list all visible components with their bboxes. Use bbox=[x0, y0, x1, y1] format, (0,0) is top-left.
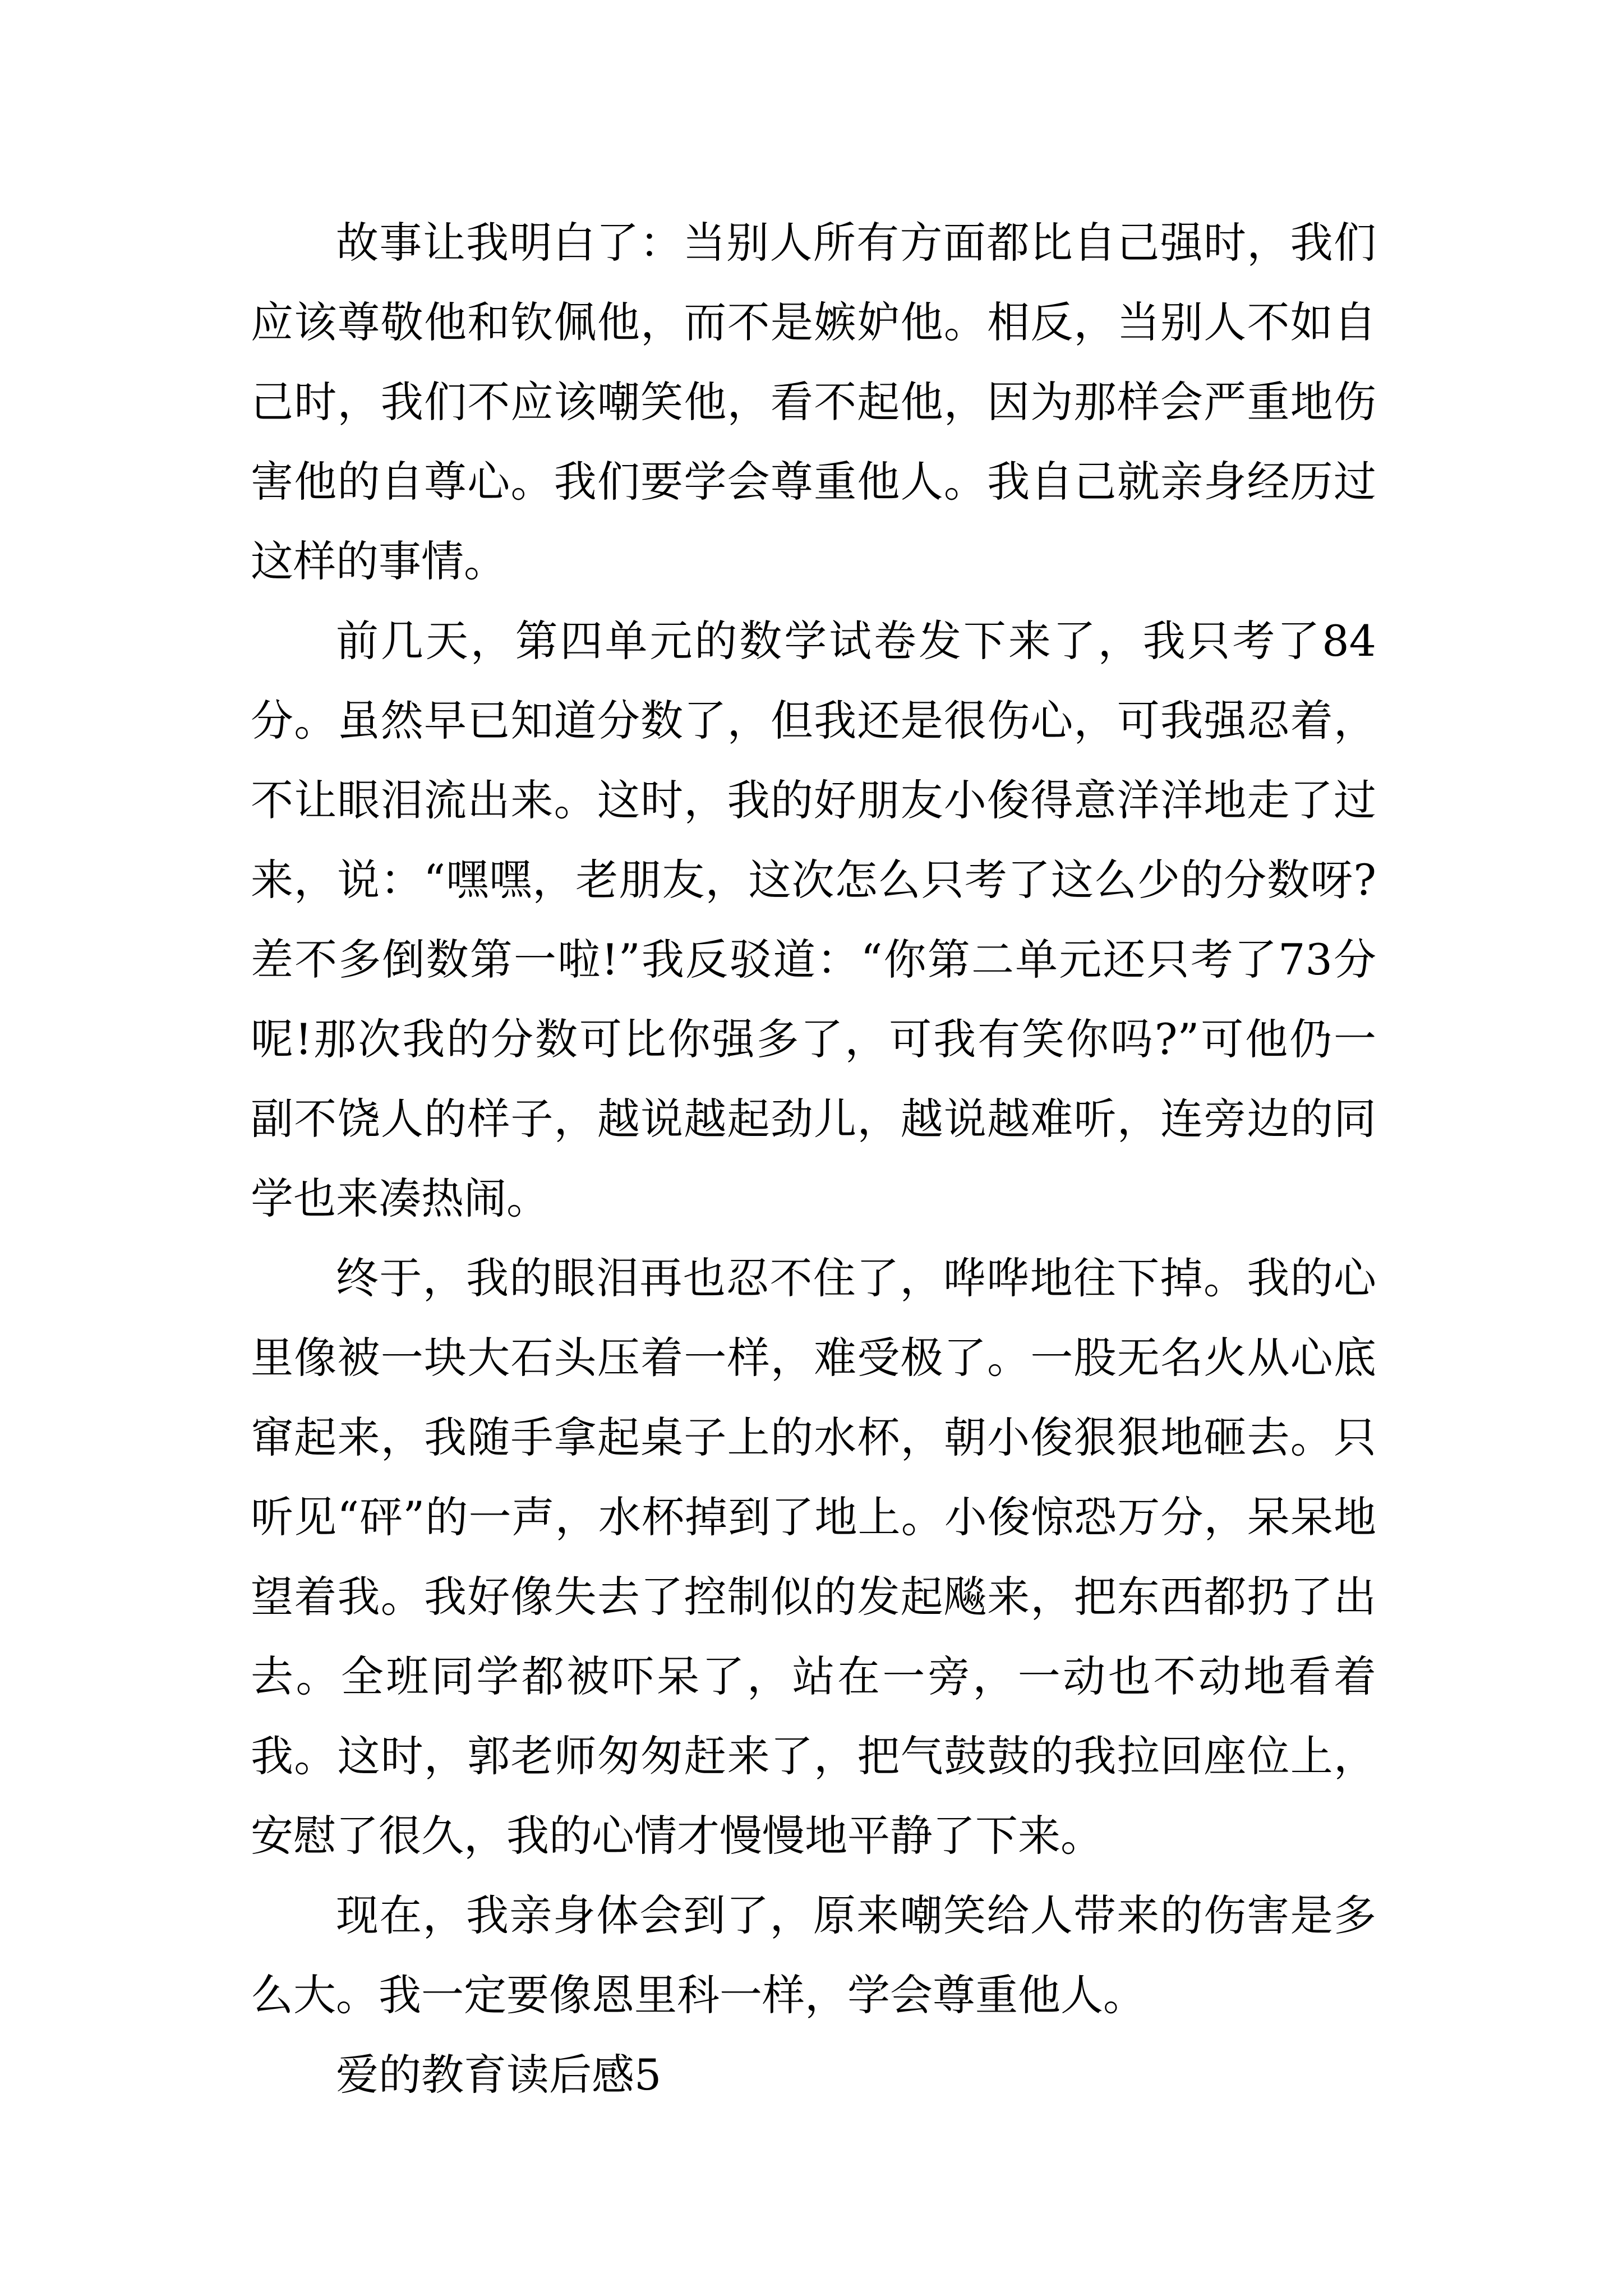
paragraph-math-test: 前几天，第四单元的数学试卷发下来了，我只考了84分。虽然早已知道分数了，但我还是很伤心，可我强忍着，不让眼泪流出来。这时，我的好朋友小俊得意洋洋地走了过来，说：“嘿嘿，老朋友，这次怎么只考了这么少的分数呀?差不多倒数第一啦!”我反驳道：“你第二单元还只考了73分呢!那次我的分数可比你强多了，可我有笑你吗?”可他仍一副不饶人的样子，越说越起劲儿，越说越难听，连旁边的同学也来凑热闹。 bbox=[251, 616, 1376, 1223]
paragraph-conclusion: 现在，我亲身体会到了，原来嘲笑给人带来的伤害是多么大。我一定要像恩里科一样，学会尊重他人。 bbox=[251, 1890, 1376, 2020]
section-heading: 爱的教育读后感5 bbox=[336, 2050, 662, 2100]
paragraph-lesson: 故事让我明白了：当别人所有方面都比自己强时，我们应该尊敬他和钦佩他，而不是嫉妒他。相反，当别人不如自己时，我们不应该嘲笑他，看不起他，因为那样会严重地伤害他的自尊心。我们要学会尊重他人。我自己就亲身经历过这样的事情。 bbox=[251, 218, 1376, 586]
paragraph-outburst: 终于，我的眼泪再也忍不住了，哗哗地往下掉。我的心里像被一块大石头压着一样，难受极了。一股无名火从心底窜起来，我随手拿起桌子上的水杯，朝小俊狠狠地砸去。只听见“砰”的一声，水杯掉到了地上。小俊惊恐万分，呆呆地望着我。我好像失去了控制似的发起飚来，把东西都扔了出去。全班同学都被吓呆了，站在一旁，一动也不动地看着我。这时，郭老师匆匆赶来了，把气鼓鼓的我拉回座位上，安慰了很久，我的心情才慢慢地平静了下来。 bbox=[251, 1253, 1376, 1861]
